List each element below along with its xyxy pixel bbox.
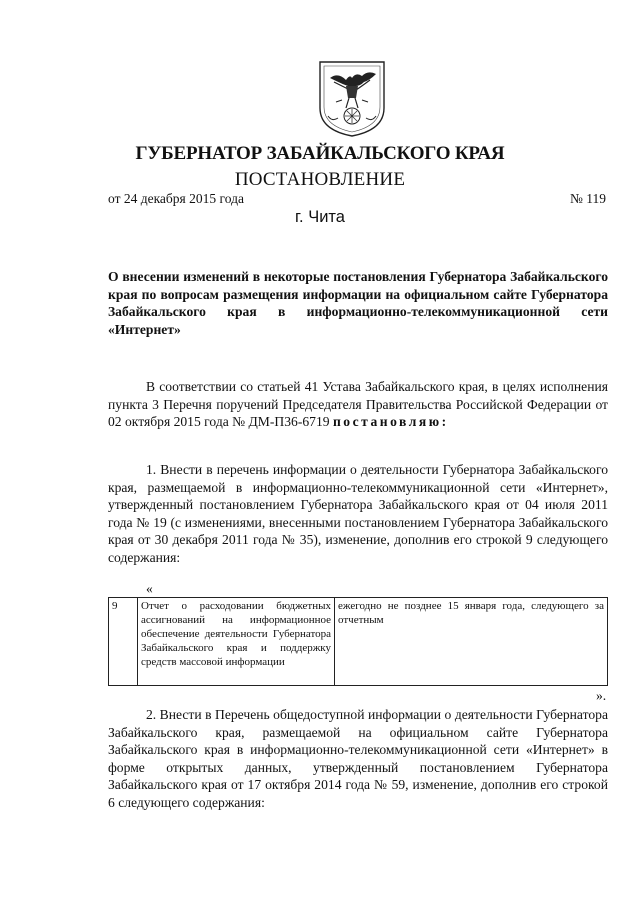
item-2-paragraph: 2. Внести в Перечень общедоступной информации о деятельности Губернатора Забайкальского края, размещаемой на официальном сайте Губернатора Забайкальского края в информационно-телекоммуникационной сети «Интернет» в форме открытых данных, утвержденный постановлением Губернатора Забайкальского края от 17 октября 2014 года № 59, изменение, дополнив его строкой 6 следующего содержания:	[108, 707, 608, 810]
issuing-authority: ГУБЕРНАТОР ЗАБАЙКАЛЬСКОГО КРАЯ	[135, 143, 505, 164]
document-type: ПОСТАНОВЛЕНИЕ	[234, 169, 406, 190]
table-row	[109, 598, 608, 686]
coat-of-arms-icon	[316, 56, 388, 138]
info-description-cell: Отчет о расходовании бюджетных ассигнований на информационное обеспечение деятельности Губернатора Забайкальского края и поддержку средств массовой информации	[138, 598, 335, 686]
decree-word: постановляю:	[332, 414, 449, 430]
document-date: от 24 декабря 2015 года	[108, 191, 244, 206]
item-1-paragraph: 1. Внести в перечень информации о деятельности Губернатора Забайкальского края, размещаемой в информационно-телекоммуникационной сети «Интернет», утвержденный постановлением Губернатора Забайкальского края от 04 июля 2011 года № 19 (с изменениями, внесенными постановлением Губернатора Забайкальского края от 30 декабря 2011 года № 35), изменение, дополнив его строкой 9 следующего содержания:	[108, 462, 608, 565]
document-number: № 119	[569, 191, 606, 206]
quote-close: ».	[596, 688, 607, 703]
row-number-cell: 9	[109, 598, 138, 686]
publication-period-cell: ежегодно не позднее 15 января года, следующего за отчетным	[335, 598, 608, 686]
preamble-text: В соответствии со статьей 41 Устава Забайкальского края, в целях исполнения пункта 3 Перечня поручений Председателя Правительства Российской Федерации от 02 октября 2015 года № ДМ-П36-6719	[108, 379, 608, 430]
preamble-paragraph	[108, 378, 608, 431]
inserted-row-table	[108, 597, 608, 686]
document-subject: О внесении изменений в некоторые постановления Губернатора Забайкальского края по вопросам размещения информации на официальном сайте Губернатора Забайкальского края в информационно-телекоммуникационной сети «Интернет»	[108, 269, 608, 337]
document-city: г. Чита	[295, 208, 345, 226]
quote-open: «	[146, 581, 153, 596]
